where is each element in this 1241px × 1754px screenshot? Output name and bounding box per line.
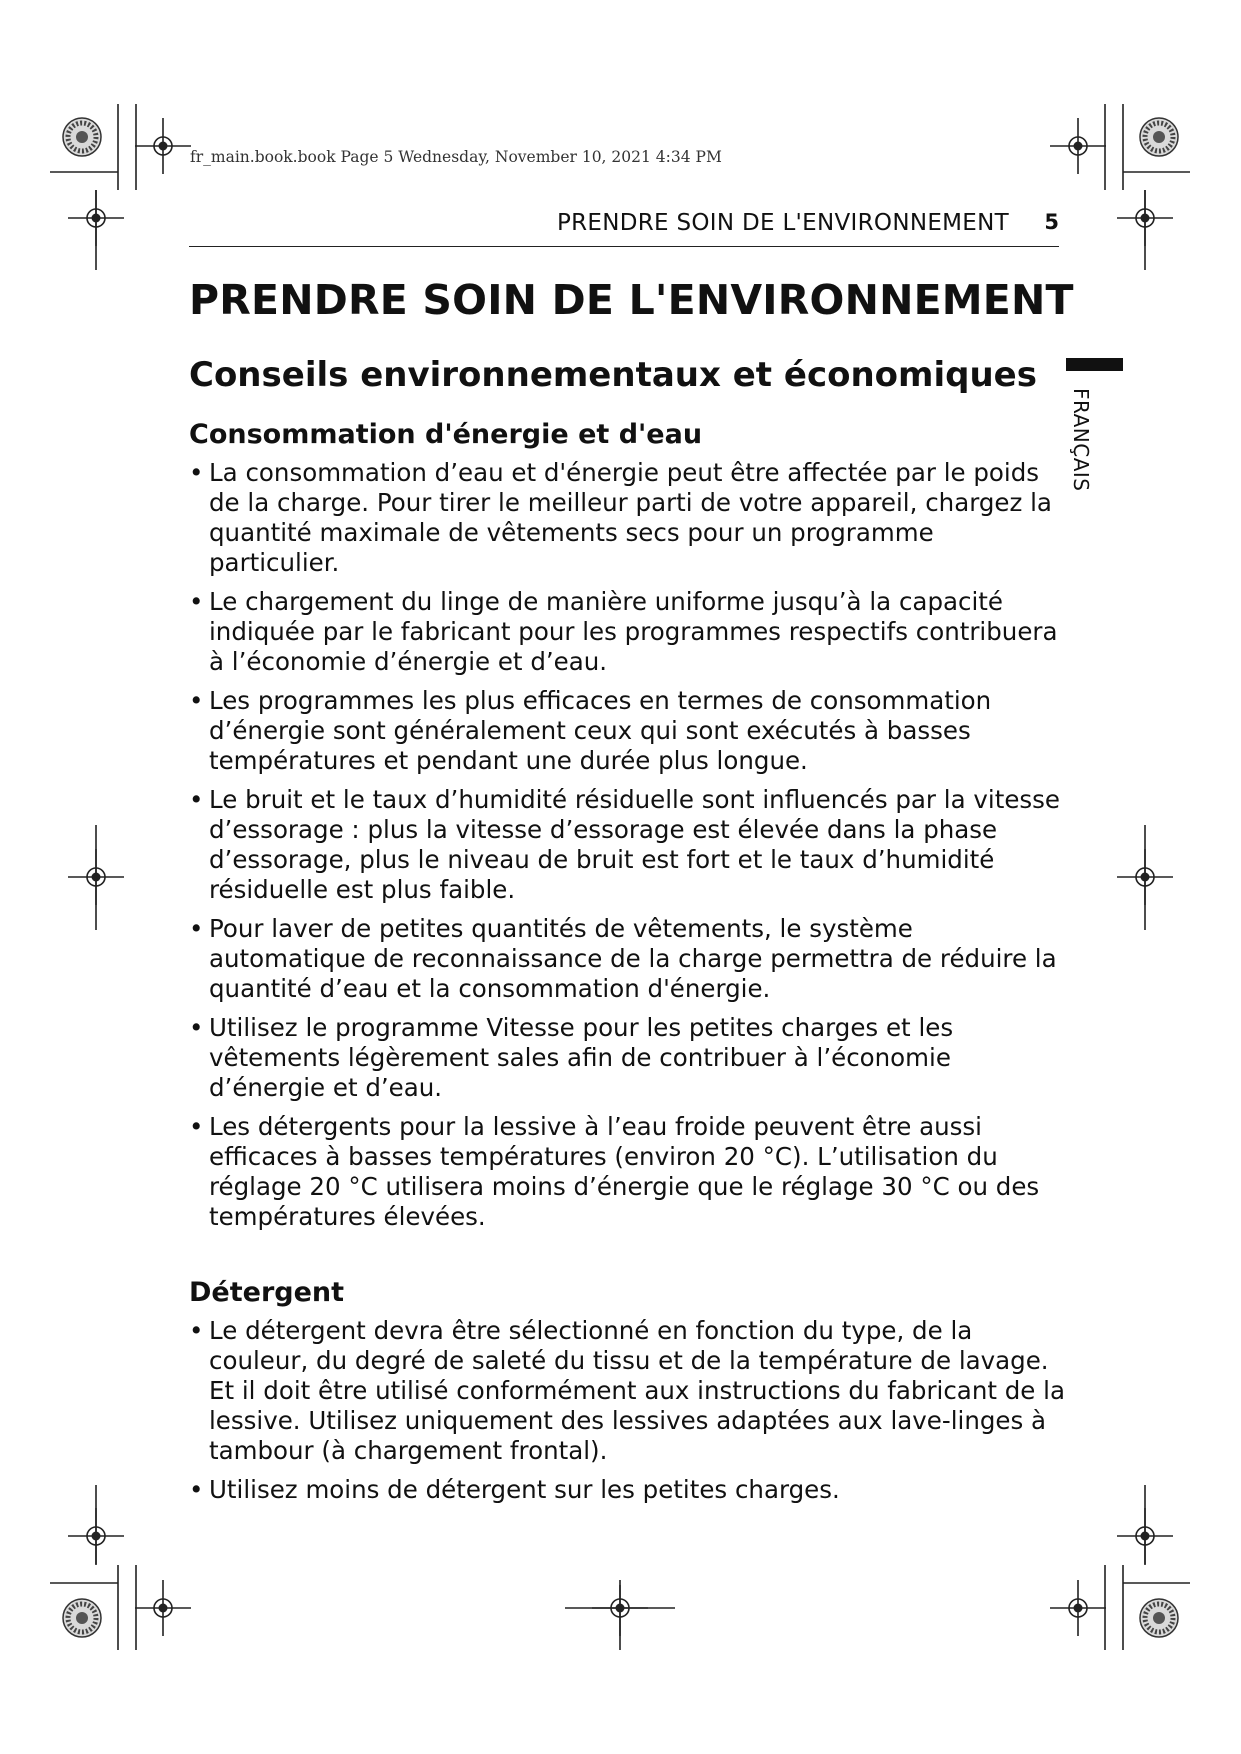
subsection-heading: Consommation d'énergie et d'eau <box>189 419 703 450</box>
registration-wheel-icon <box>63 1599 101 1637</box>
registration-target-icon <box>1050 118 1106 174</box>
bullet-list <box>189 458 1069 1232</box>
registration-target-icon <box>135 1580 191 1636</box>
bullet-list <box>189 1316 1069 1505</box>
running-header <box>189 206 1059 247</box>
list-item: • Utilisez le programme Vitesse pour les petites charges et les vêtements légèrement sales afin de contribuer à l’économie d’énergie et d’eau. <box>189 1013 1069 1103</box>
registration-wheel-icon <box>1140 1599 1178 1637</box>
running-header-title: PRENDRE SOIN DE L'ENVIRONNEMENT <box>556 210 1009 236</box>
language-tab-bar <box>1066 358 1123 371</box>
section-title: Conseils environnementaux et économiques <box>189 355 1037 395</box>
registration-wheel-icon <box>1140 118 1178 156</box>
list-item: • Le bruit et le taux d’humidité résiduelle sont influencés par la vitesse d’essorage : plus la vitesse d’essorage est élevée dans la phase d’essorage, plus le niveau de bruit est fort et le taux d’humidité résiduelle est plus faible. <box>189 785 1069 905</box>
registration-target-icon <box>135 118 191 174</box>
page-content <box>189 270 1074 1514</box>
list-item: • Le chargement du linge de manière uniforme jusqu’à la capacité indiquée par le fabricant pour les programmes respectifs contribuera à l’économie d’énergie et d’eau. <box>189 587 1069 677</box>
language-tab-label: FRANÇAIS <box>1069 388 1093 492</box>
list-item: • Pour laver de petites quantités de vêtements, le système automatique de reconnaissance de la charge permettra de réduire la quantité d’eau et la consommation d'énergie. <box>189 914 1069 1004</box>
registration-target-icon <box>1050 1580 1106 1636</box>
print-file-info: fr_main.book.book Page 5 Wednesday, November 10, 2021 4:34 PM <box>190 148 722 166</box>
registration-wheel-icon <box>63 118 101 156</box>
list-item: • La consommation d’eau et d'énergie peut être affectée par le poids de la charge. Pour tirer le meilleur parti de votre appareil, chargez la quantité maximale de vêtements secs pour un programme particulier. <box>189 458 1069 578</box>
list-item: • Les programmes les plus efficaces en termes de consommation d’énergie sont généralement ceux qui sont exécutés à basses températures et pendant une durée plus longue. <box>189 686 1069 776</box>
list-item: • Le détergent devra être sélectionné en fonction du type, de la couleur, du degré de saleté du tissu et de la température de lavage. Et il doit être utilisé conformément aux instructions du fabricant de la lessive. Utilisez uniquement des lessives adaptées aux lave-linges à tambour (à chargement frontal). <box>189 1316 1069 1466</box>
subsection-heading: Détergent <box>189 1277 345 1308</box>
list-item: • Utilisez moins de détergent sur les petites charges. <box>189 1475 1069 1505</box>
list-item: • Les détergents pour la lessive à l’eau froide peuvent être aussi efficaces à basses températures (environ 20 °C). L’utilisation du réglage 20 °C utilisera moins d’énergie que le réglage 30 °C ou des températures élevées. <box>189 1112 1069 1232</box>
page-number: 5 <box>1044 210 1059 234</box>
page-title: PRENDRE SOIN DE L'ENVIRONNEMENT <box>189 276 1074 324</box>
